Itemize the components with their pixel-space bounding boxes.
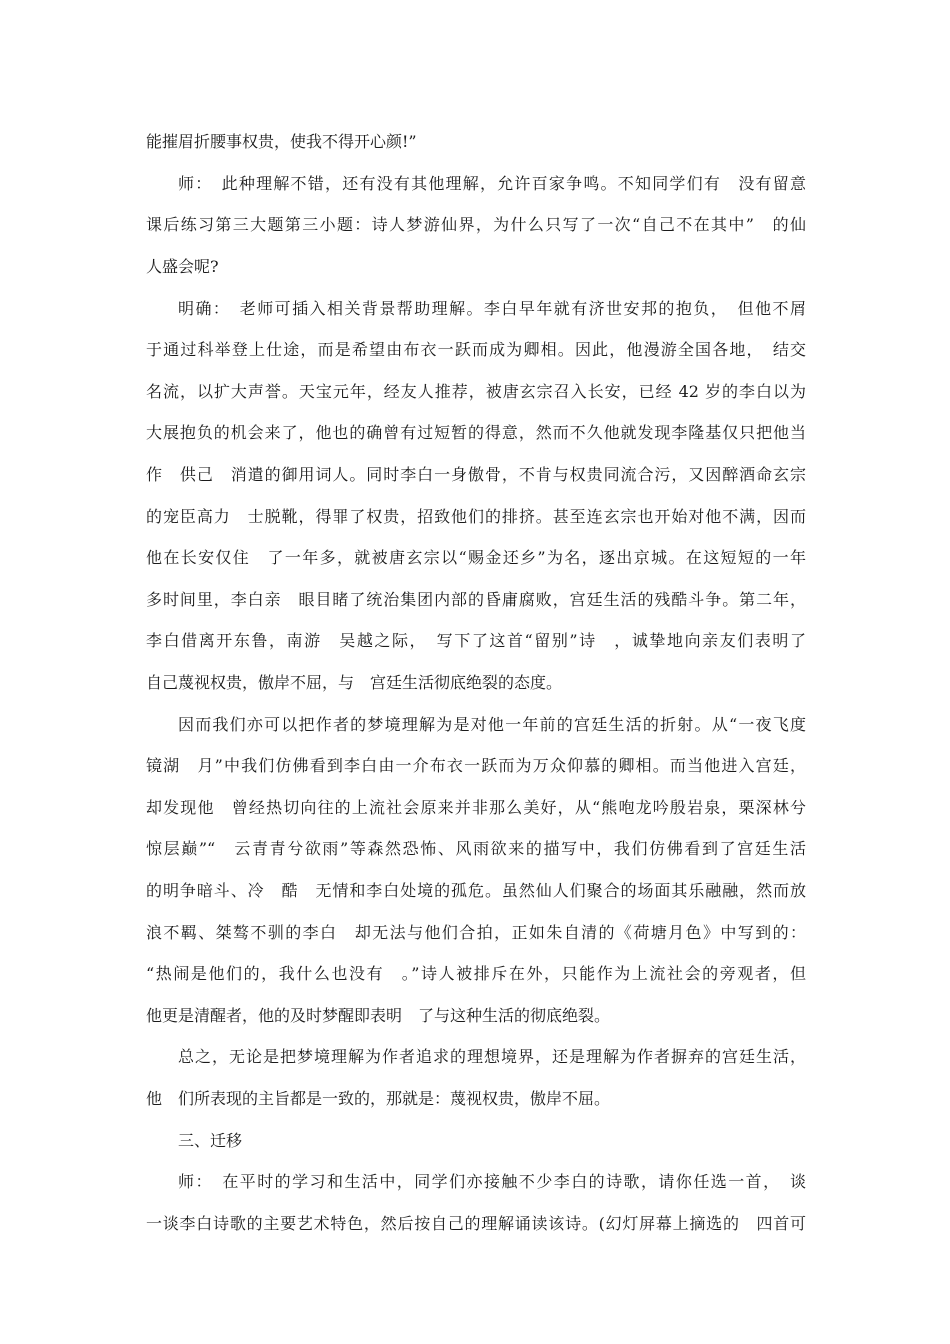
text-line: 能摧眉折腰事权贵，使我不得开心颜!” bbox=[146, 132, 417, 151]
text-line: 明确： 老师可插入相关背景帮助理解。李白早年就有济世安邦的抱负， 但他不屑 bbox=[178, 299, 806, 318]
text-line: 的宠臣高力 士脱靴，得罪了权贵，招致他们的排挤。甚至连玄宗也开始对他不满，因而 bbox=[146, 507, 806, 526]
text-line: 多时间里，李白亲 眼目睹了统治集团内部的昏庸腐败，宫廷生活的残酷斗争。第二年， bbox=[146, 590, 806, 609]
text-line: 一谈李白诗歌的主要艺术特色，然后按自己的理解诵读该诗。(幻灯屏幕上摘选的 四首可 bbox=[146, 1214, 806, 1233]
text-line: 大展抱负的机会来了，他也的确曾有过短暂的得意，然而不久他就发现李隆基仅只把他当 bbox=[146, 423, 806, 442]
text-line: 自己蔑视权贵，傲岸不屈，与 宫廷生活彻底绝裂的态度。 bbox=[146, 673, 563, 692]
text-line: 名流，以扩大声誉。天宝元年，经友人推荐，被唐玄宗召入长安，已经 42 岁的李白以为 bbox=[146, 382, 806, 401]
text-line: 于通过科举登上仕途，而是希望由布衣一跃而成为卿相。因此，他漫游全国各地， 结交 bbox=[146, 340, 806, 359]
text-line: 镜湖 月”中我们仿佛看到李白由一介布衣一跃而为万众仰慕的卿相。而当他进入宫廷， bbox=[146, 756, 806, 775]
text-line: “热闹是他们的，我什么也没有 。”诗人被排斥在外，只能作为上流社会的旁观者，但 bbox=[146, 964, 806, 983]
text-line: 他 们所表现的主旨都是一致的，那就是：蔑视权贵，傲岸不屈。 bbox=[146, 1089, 611, 1108]
text-line: 师： 在平时的学习和生活中，同学们亦接触不少李白的诗歌，请你任选一首， 谈 bbox=[178, 1172, 806, 1191]
text-line: 因而我们亦可以把作者的梦境理解为是对他一年前的宫廷生活的折射。从“一夜飞度 bbox=[178, 715, 806, 734]
text-line: 的明争暗斗、冷 酷 无情和李白处境的孤危。虽然仙人们聚合的场面其乐融融，然而放 bbox=[146, 881, 806, 900]
text-line: 作 供己 消遣的御用词人。同时李白一身傲骨，不肯与权贵同流合污，又因醉酒命玄宗 bbox=[146, 465, 806, 484]
text-line: 却发现他 曾经热切向往的上流社会原来并非那么美好，从“熊咆龙吟殷岩泉，栗深林兮 bbox=[146, 798, 806, 817]
text-line: 惊层巅”“ 云青青兮欲雨”等森然恐怖、风雨欲来的描写中，我们仿佛看到了宫廷生活 bbox=[146, 839, 806, 858]
text-line: 总之，无论是把梦境理解为作者追求的理想境界，还是理解为作者摒弃的宫廷生活， bbox=[178, 1047, 806, 1066]
text-line: 浪不羁、桀骜不驯的李白 却无法与他们合拍，正如朱自清的《荷塘月色》中写到的： bbox=[146, 923, 806, 942]
text-line: 师： 此种理解不错，还有没有其他理解，允许百家争鸣。不知同学们有 没有留意 bbox=[178, 174, 806, 193]
text-line: 他更是清醒者，他的及时梦醒即表明 了与这种生活的彻底绝裂。 bbox=[146, 1006, 611, 1025]
text-line: 人盛会呢? bbox=[146, 257, 219, 276]
text-line: 课后练习第三大题第三小题：诗人梦游仙界，为什么只写了一次“自己不在其中” 的仙 bbox=[146, 215, 806, 234]
text-line: 李白借离开东鲁，南游 吴越之际， 写下了这首“留别”诗 ，诚挚地向亲友们表明了 bbox=[146, 631, 806, 650]
section-heading: 三、迁移 bbox=[178, 1131, 243, 1150]
text-line: 他在长安仅住 了一年多，就被唐玄宗以“赐金还乡”为名，逐出京城。在这短短的一年 bbox=[146, 548, 806, 567]
